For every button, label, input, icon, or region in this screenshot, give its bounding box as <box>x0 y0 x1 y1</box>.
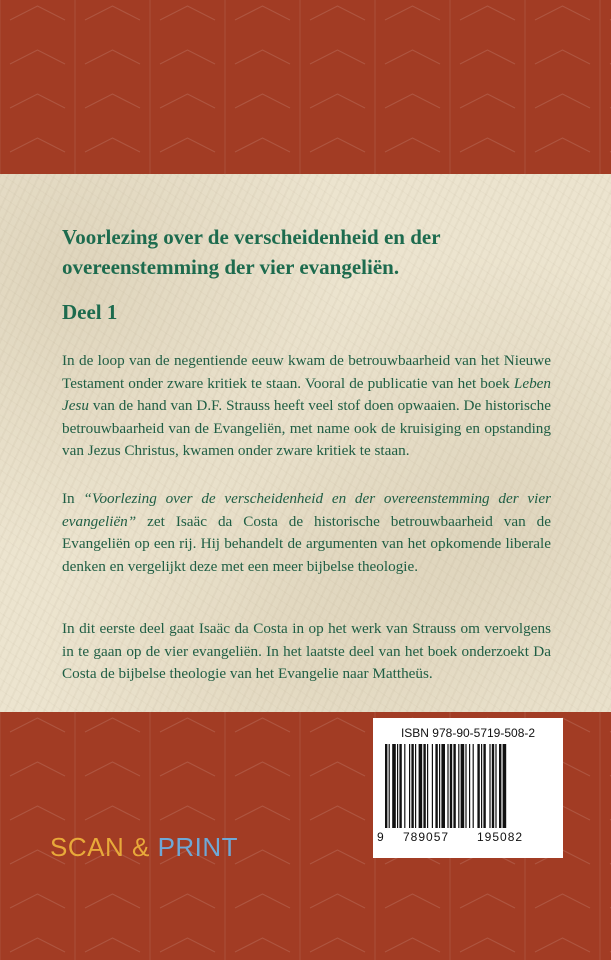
paragraph-2-text-b: zet Isaäc da Costa de historische betrouwbaarheid van de Evangeliën op een rij. Hij behandelt de argumenten van het opkomende liberale denken en vergelijkt deze met een meer bijbelse theologie. <box>62 512 551 575</box>
barcode-digits-left: 789057 <box>403 830 450 844</box>
logo-ampersand: & <box>131 832 150 862</box>
herringbone-pattern-top <box>0 0 611 174</box>
book-title: Voorlezing over de verscheidenheid en der overeenstemming der vier evangeliën. <box>62 225 441 279</box>
paragraph-2 <box>62 488 551 578</box>
quoted-title: “Voorlezing over de verscheidenheid en der overeenstemming der vier evangeliën” <box>62 490 551 530</box>
isbn-barcode <box>373 718 563 858</box>
top-brick-band <box>0 0 611 174</box>
book-reference: Leben Jesu <box>62 374 551 415</box>
paragraph-3: In dit eerste deel gaat Isaäc da Costa in op het werk van Strauss om vervolgens in te gaan op de vier evangeliën. In het laatste deel van het boek onderzoekt Da Costa de bijbelse theologie van het Evangelie naar Mattheüs. <box>62 620 551 683</box>
isbn-number: ISBN 978-90-5719-508-2 <box>400 726 536 740</box>
paragraph-1-text-a: In de loop van de negentiende eeuw kwam de betrouwbaarheid van het Nieuwe Testament onder zware kritiek te staan. Vooral de publicatie van het boek <box>62 352 551 392</box>
paragraph-1 <box>62 350 551 463</box>
paragraph-1-text-b: van de hand van D.F. Strauss heeft veel stof doen opwaaien. De historische betrouwbaarheid van de Evangeliën, met name ook de kruisiging en opstanding van Jezus Christus, kwamen onder zware kritiek te staan. <box>62 397 551 460</box>
logo-print: PRINT <box>157 832 239 862</box>
barcode-digit-first: 9 <box>377 830 384 844</box>
volume-label: Deel 1 <box>62 300 118 324</box>
logo-scan: SCAN <box>50 832 125 862</box>
publisher-logo <box>50 832 238 863</box>
paragraph-2-text-a: In <box>62 490 84 507</box>
barcode-digits-right: 195082 <box>477 830 524 844</box>
barcode-bars <box>385 744 551 828</box>
